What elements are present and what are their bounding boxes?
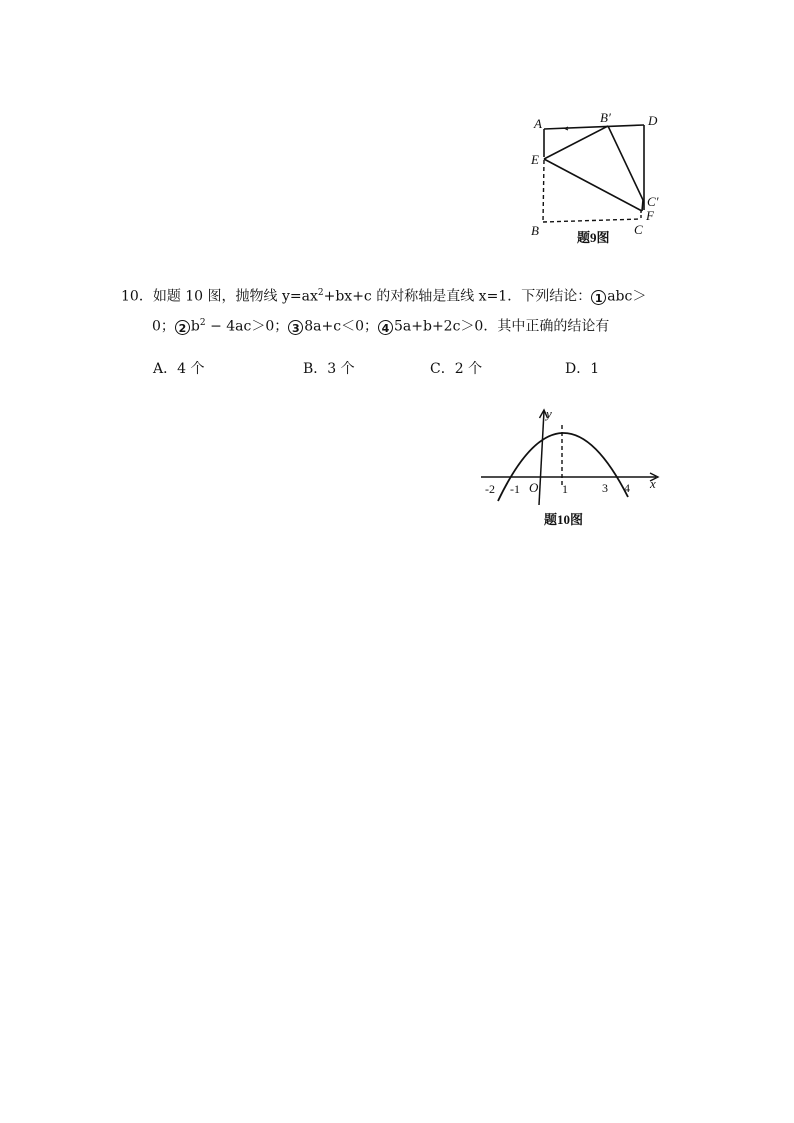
tick-label-neg1: -1: [510, 482, 520, 496]
conclusion-2-superscript: 2: [199, 318, 206, 328]
option-c[interactable]: [430, 358, 482, 378]
conclusion-2-a: b: [190, 318, 200, 335]
circled-number-3: 3: [288, 320, 303, 335]
y-axis-label: y: [546, 406, 552, 421]
option-c-text: 2 个: [454, 361, 483, 377]
segment-eb-prime: [544, 126, 608, 159]
label-c-prime: C′: [647, 194, 659, 209]
label-b-prime: B′: [600, 110, 611, 125]
conclusion-1-end: 0；: [152, 318, 175, 335]
circled-number-4: 4: [378, 320, 393, 335]
x-axis-label: x: [650, 476, 656, 491]
label-c: C: [634, 222, 643, 237]
segment-eb-dashed: [543, 160, 544, 222]
conclusion-2-b: − 4ac＞0；: [205, 318, 289, 335]
label-e: E: [531, 152, 539, 167]
segment-bc-dashed: [543, 219, 641, 222]
option-b-text: 3 个: [327, 361, 355, 377]
question-number: 10．: [121, 288, 153, 305]
option-d-letter: D．: [565, 361, 591, 377]
tick-label-4: 4: [624, 481, 630, 495]
tick-label-3: 3: [602, 481, 608, 495]
segment-ad: [544, 125, 644, 129]
tick-label-1: 1: [562, 482, 568, 496]
conclusion-1: abc＞: [607, 288, 647, 305]
circled-number-1: 1: [591, 290, 606, 305]
option-a-letter: A．: [153, 361, 178, 377]
segment-b-prime-c-prime: [608, 126, 643, 200]
tick-label-neg2: -2: [485, 482, 495, 496]
question-10-line-1: [121, 283, 646, 307]
superscript-2: 2: [317, 288, 324, 298]
option-c-letter: C．: [430, 361, 455, 377]
option-a[interactable]: [153, 358, 204, 378]
option-d[interactable]: [565, 358, 599, 378]
option-b[interactable]: [303, 358, 355, 378]
label-a: A: [534, 116, 542, 131]
circled-number-2: 2: [175, 320, 190, 335]
figure-10-caption: 题10图: [544, 512, 584, 527]
figure-10-svg: [478, 405, 668, 535]
figure-10: [478, 405, 668, 535]
option-a-text: 4 个: [177, 361, 205, 377]
conclusion-3: 8a+c＜0；: [304, 318, 378, 335]
label-d: D: [648, 113, 658, 128]
figure-9-caption: 题9图: [577, 230, 610, 245]
conclusion-4: 5a+b+2c＞0．其中正确的结论有: [394, 318, 610, 335]
label-b: B: [531, 223, 539, 238]
question-text-part-2: +bx+c 的对称轴是直线 x=1．下列结论：: [323, 288, 592, 305]
label-f: F: [646, 208, 654, 223]
y-axis: [539, 411, 544, 505]
origin-label: O: [529, 480, 539, 495]
question-text-part-1: 如题 10 图，抛物线 y=ax: [152, 288, 318, 305]
question-10-line-2: [152, 313, 609, 337]
figure-9: [520, 105, 680, 250]
option-b-letter: B．: [303, 361, 328, 377]
option-d-text: 1: [590, 361, 600, 377]
figure-9-svg: [520, 105, 680, 250]
segment-c-prime-f: [642, 200, 643, 211]
